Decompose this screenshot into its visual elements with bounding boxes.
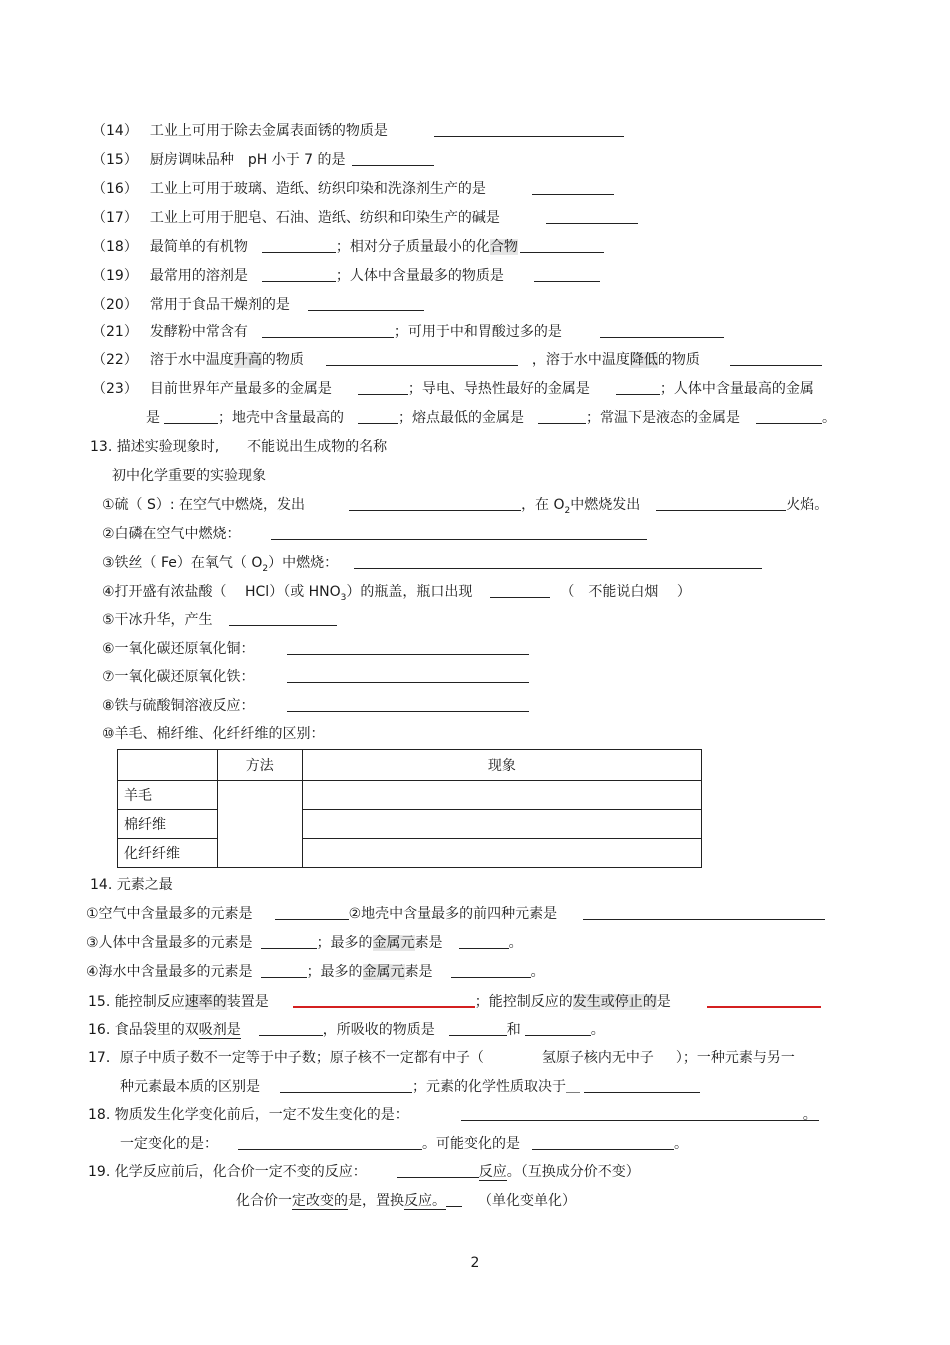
q12-item-22: （22） 溶于水中温度升高的物质 ，溶于水中温度降低的物质 xyxy=(92,351,822,369)
q12-item-18: （18） 最简单的有机物 ；相对分子质量最小的化合物 xyxy=(92,238,604,256)
answer-blank[interactable] xyxy=(538,409,586,424)
answer-blank[interactable] xyxy=(275,905,349,920)
table-header-method: 方法 xyxy=(217,750,302,781)
table-row xyxy=(118,839,702,868)
q18-line-1: 18. 物质发生化学变化前后，一定不发生变化的是： 。 xyxy=(88,1107,817,1123)
q14-title: 14. 元素之最 xyxy=(90,877,173,893)
phenomenon-cell[interactable] xyxy=(302,810,701,839)
q12-item-21: （21） 发酵粉中常含有 ；可用于中和胃酸过多的是 xyxy=(92,323,724,341)
table-header-phenomenon: 现象 xyxy=(302,750,701,781)
q13-item-10: ⑩羊毛、棉纤维、化纤纤维的区别： xyxy=(102,726,325,742)
answer-blank[interactable] xyxy=(490,583,550,598)
answer-blank[interactable] xyxy=(238,1135,422,1150)
answer-blank[interactable] xyxy=(730,351,822,366)
q13-title: 13. 描述实验现象时, 不能说出生成物的名称 xyxy=(90,439,388,455)
answer-blank[interactable] xyxy=(656,496,786,511)
q12-item-20: （20） 常用于食品干燥剂的是 xyxy=(92,296,424,314)
page-number: 2 xyxy=(470,1255,480,1271)
answer-blank[interactable] xyxy=(280,1078,412,1093)
answer-blank[interactable] xyxy=(525,1021,591,1036)
answer-blank[interactable] xyxy=(349,496,521,511)
answer-blank[interactable] xyxy=(397,1163,479,1178)
q13-subtitle: 初中化学重要的实验现象 xyxy=(112,468,266,484)
answer-blank-red[interactable] xyxy=(707,992,821,1008)
answer-blank[interactable] xyxy=(262,238,336,253)
answer-blank[interactable] xyxy=(451,963,531,978)
answer-blank[interactable] xyxy=(449,1021,507,1036)
answer-blank[interactable] xyxy=(461,1106,819,1121)
q13-item-8: ⑧铁与硫酸铜溶液反应： xyxy=(102,697,529,715)
answer-blank[interactable] xyxy=(229,611,337,626)
table-header-cell xyxy=(118,750,218,781)
answer-blank[interactable] xyxy=(287,697,529,712)
answer-blank[interactable] xyxy=(583,905,825,920)
table-header-row xyxy=(118,750,702,781)
answer-blank[interactable] xyxy=(271,525,647,540)
q14-row-2: ③人体中含量最多的元素是 ；最多的金属元素是 。 xyxy=(86,935,523,951)
answer-blank[interactable] xyxy=(262,323,394,338)
q12-item-23: （23） 目前世界年产量最多的金属是 ；导电、导热性最好的金属是 ；人体中含量最高的金属 xyxy=(92,381,814,397)
table-row xyxy=(118,781,702,810)
q13-item-6: ⑥一氧化碳还原氧化铜： xyxy=(102,640,529,658)
q19-line-2: 化合价一定改变的是，置换反应。 （单化变单化） xyxy=(236,1193,576,1209)
answer-blank[interactable] xyxy=(584,1078,700,1093)
q12-item-15: （15） 厨房调味品种 pH 小于 7 的是 xyxy=(92,151,434,169)
q12-item-14: （14） 工业上可用于除去金属表面锈的物质是 xyxy=(92,122,624,140)
answer-blank[interactable] xyxy=(261,963,307,978)
answer-blank[interactable] xyxy=(262,267,336,282)
answer-blank[interactable] xyxy=(308,296,424,311)
answer-blank[interactable] xyxy=(546,209,638,224)
answer-blank[interactable] xyxy=(532,180,614,195)
q13-item-5: ⑤干冰升华，产生 xyxy=(102,611,337,629)
q18-line-2: 一定变化的是： 。可能变化的是 。 xyxy=(120,1136,688,1152)
q19-line-1: 19. 化学反应前后，化合价一定不变的反应： 反应。（互换成分价不变） xyxy=(88,1164,640,1180)
answer-blank[interactable] xyxy=(354,554,762,569)
answer-blank[interactable] xyxy=(532,1135,674,1150)
answer-blank[interactable] xyxy=(358,409,398,424)
q17-line-2: 种元素最本质的区别是 ；元素的化学性质取决于＿ xyxy=(120,1078,700,1096)
q17-line-1: 17．原子中质子数不一定等于中子数；原子核不一定都有中子（ 氢原子核内无中子 ）；一种元素与另一 xyxy=(88,1050,795,1066)
answer-blank[interactable] xyxy=(600,323,724,338)
table-row xyxy=(118,810,702,839)
answer-blank[interactable] xyxy=(459,934,509,949)
q14-row-3: ④海水中含量最多的元素是 ；最多的金属元素是 。 xyxy=(86,964,545,980)
answer-blank[interactable] xyxy=(261,934,317,949)
answer-blank[interactable] xyxy=(534,267,600,282)
row-label-cotton: 棉纤维 xyxy=(118,810,218,839)
row-label-wool: 羊毛 xyxy=(118,781,218,810)
q13-item-3: ③铁丝（ Fe）在氧气（ $O_2$）中燃烧： xyxy=(102,554,762,578)
answer-blank[interactable] xyxy=(756,409,822,424)
q12-item-19: （19） 最常用的溶剂是 ；人体中含量最多的物质是 xyxy=(92,267,600,285)
phenomenon-cell[interactable] xyxy=(302,839,701,868)
answer-blank[interactable] xyxy=(287,668,529,683)
q15: 15. 能控制反应速率的装置是 ；能控制反应的发生或停止的是 xyxy=(88,992,821,1011)
phenomenon-cell[interactable] xyxy=(302,781,701,810)
answer-blank[interactable] xyxy=(520,238,604,253)
q12-item-23-continued: 是 ；地壳中含量最高的 ；熔点最低的金属是 ；常温下是液态的金属是 。 xyxy=(146,410,836,426)
method-cell[interactable] xyxy=(217,781,302,868)
answer-blank-red[interactable] xyxy=(293,992,475,1008)
q13-item-7: ⑦一氧化碳还原氧化铁： xyxy=(102,668,529,686)
answer-blank[interactable] xyxy=(287,640,529,655)
answer-blank[interactable] xyxy=(259,1021,323,1036)
q14-row-1: ①空气中含量最多的元素是 ②地壳中含量最多的前四种元素是 xyxy=(86,905,825,923)
answer-blank[interactable] xyxy=(164,409,218,424)
q13-item-1: ①硫（ S）: 在空气中燃烧，发出 ，在 $O_2$中燃烧发出 火焰。 xyxy=(102,497,829,516)
q13-item-4: ④打开盛有浓盐酸（ HCl）（或 $HNO_3$）的瓶盖，瓶口出现 （ 不能说白烟 ） xyxy=(102,584,691,603)
q16: 16. 食品袋里的双吸剂是 ，所吸收的物质是 和 。 xyxy=(88,1022,605,1038)
answer-blank[interactable] xyxy=(358,380,408,395)
answer-blank[interactable] xyxy=(352,151,434,166)
q13-item-2: ②白磷在空气中燃烧： xyxy=(102,525,647,543)
q12-item-17: （17） 工业上可用于肥皂、石油、造纸、纺织和印染生产的碱是 xyxy=(92,209,638,227)
answer-blank[interactable] xyxy=(446,1192,462,1207)
answer-blank[interactable] xyxy=(434,122,624,137)
fiber-comparison-table xyxy=(117,749,702,868)
q12-item-16: （16） 工业上可用于玻璃、造纸、纺织印染和洗涤剂生产的是 xyxy=(92,180,614,198)
answer-blank[interactable] xyxy=(616,380,660,395)
row-label-synthetic: 化纤纤维 xyxy=(118,839,218,868)
answer-blank[interactable] xyxy=(326,351,518,366)
